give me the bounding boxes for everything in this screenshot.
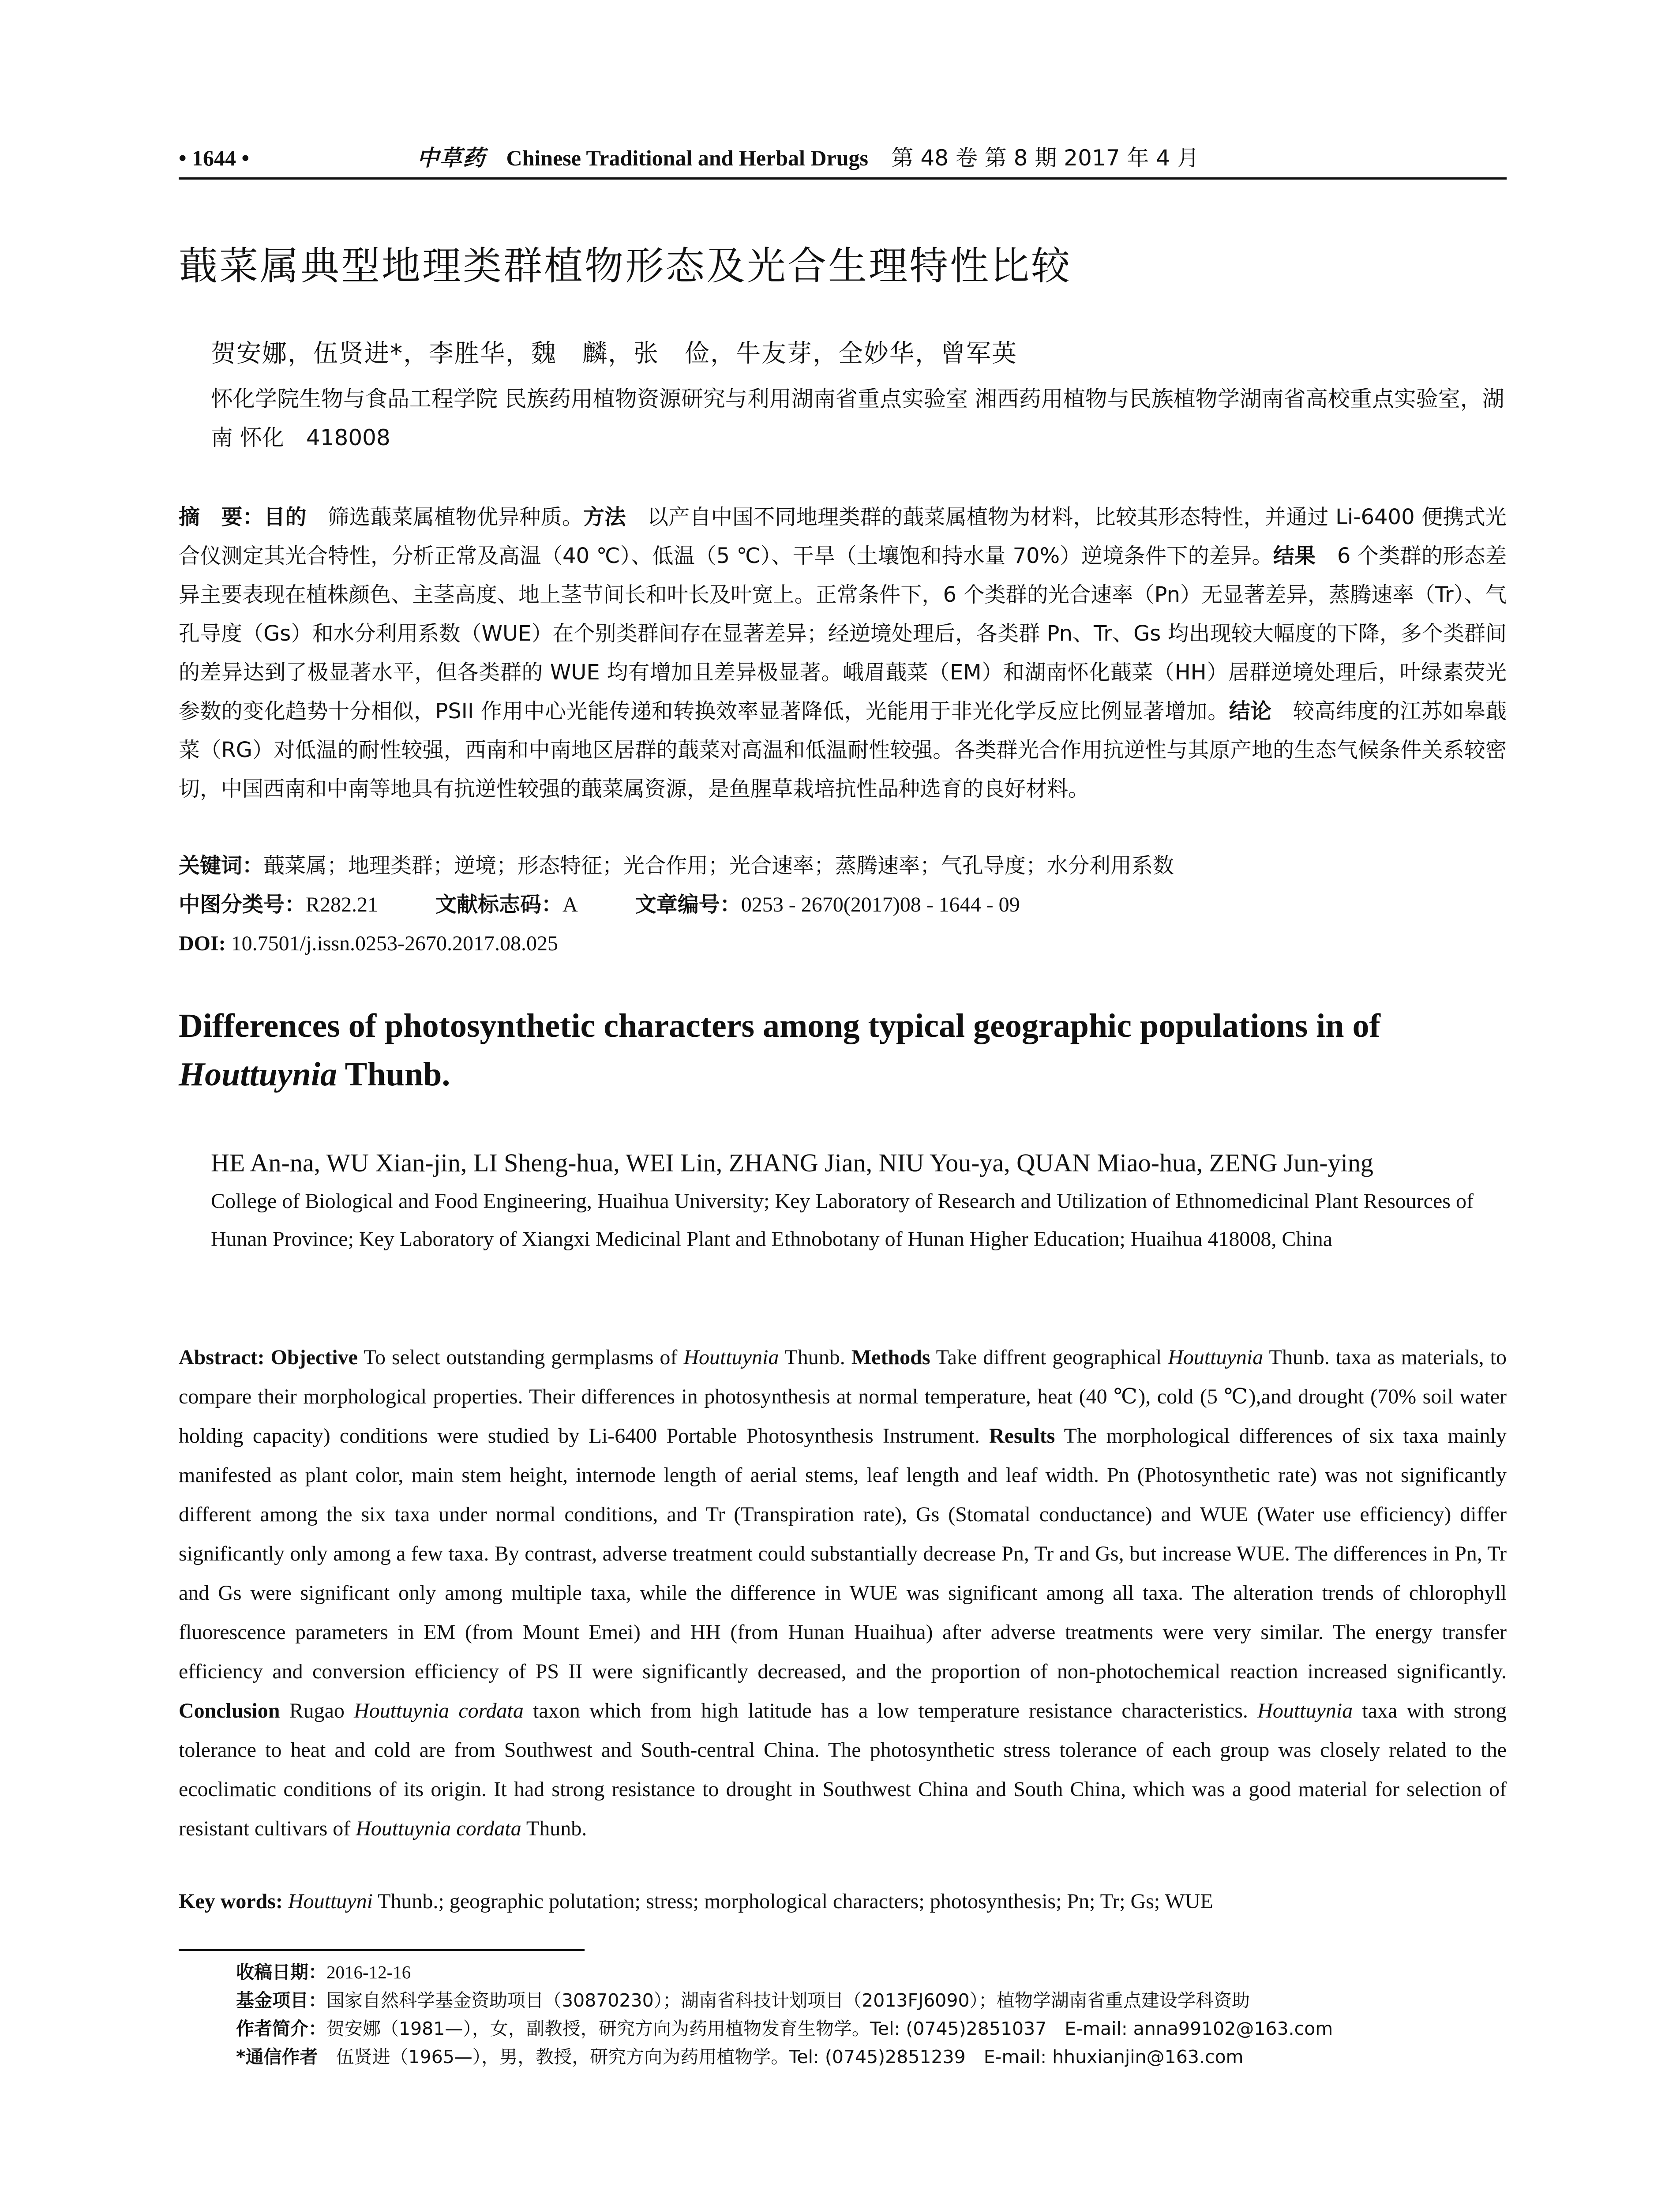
doc-code-value: A	[562, 893, 578, 916]
en-results-label: Results	[989, 1424, 1055, 1448]
en-keywords-label: Key words:	[179, 1890, 288, 1913]
en-conclusion-3: taxa with strong tolerance to heat and cold are from Southwest and South-central China. The photosynthetic stress tolerance of each group was closely related to the ecoclimatic conditions of its origin. It had strong resistance to drought in Southwest China and South China, which was a good material for selection of resistant cultivars of	[179, 1699, 1507, 1840]
footnote-author	[236, 2015, 1507, 2043]
footnote-corresponding	[236, 2043, 1507, 2071]
cn-abstract-text	[179, 498, 1507, 808]
cn-results-label: 结果	[1273, 544, 1316, 568]
fund-text: 国家自然科学基金资助项目（30870230）；湖南省科技计划项目（2013FJ6090）；植物学湖南省重点建设学科资助	[326, 1990, 1250, 2011]
footnote-rule	[179, 1949, 585, 1951]
en-methods-genus: Houttuynia	[1168, 1346, 1264, 1369]
en-conclusion-label: Conclusion	[179, 1699, 280, 1722]
footnote-fund	[236, 1986, 1507, 2015]
journal-logo: 中草药	[417, 145, 486, 171]
en-results: The morphological differences of six taxa mainly manifested as plant color, main stem height, internode length of aerial stems, leaf length and leaf width. Pn (Photosynthetic rate) was not significantly different among the six taxa under normal conditions, and Tr (Transpiration rate), Gs (Stomatal conductance) and WUE (Water use efficiency) differ significantly only among a few taxa. By contrast, adverse treatment could substantially decrease Pn, Tr and Gs, but increase WUE. The differences in Pn, Tr and Gs were significant only among multiple taxa, while the difference in WUE was significant among all taxa. The alteration trends of chlorophyll fluorescence parameters in EM (from Mount Emei) and HH (from Hunan Huaihua) after adverse treatments were very similar. The energy transfer efficiency and conversion efficiency of PS II were significantly decreased, and the proportion of non-photochemical reaction increased significantly.	[179, 1424, 1507, 1683]
doi-row	[179, 924, 1507, 963]
cn-keywords: 蕺菜属；地理类群；逆境；形态特征；光合作用；光合速率；蒸腾速率；气孔导度；水分利用系数	[263, 853, 1174, 878]
journal-info	[417, 140, 1199, 176]
en-conclusion-2: taxon which from high latitude has a low temperature resistance characteristics.	[523, 1699, 1258, 1722]
page-number: • 1644 •	[179, 146, 250, 170]
footnotes	[236, 1958, 1507, 2071]
en-objective-tail: Thunb.	[779, 1346, 851, 1369]
en-conclusion-genus: Houttuynia	[1257, 1699, 1353, 1722]
en-conclusion-species-1: Houttuynia cordata	[354, 1699, 524, 1722]
cn-objective-label: 目的	[264, 505, 307, 529]
received-date: 2016-12-16	[326, 1962, 411, 1982]
en-conclusion-species-2: Houttuynia cordata	[356, 1817, 521, 1840]
en-title-main: Differences of photosynthetic characters among typical geographic populations in of	[179, 1007, 1380, 1044]
en-abstract-label: Abstract: Objective	[179, 1346, 358, 1369]
cn-conclusion: 较高纬度的江苏如皋蕺菜（RG）对低温的耐性较强，西南和中南地区居群的蕺菜对高温和低温耐性较强。各类群光合作用抗逆性与其原产地的生态气候条件关系较密切，中国西南和中南等地具有抗逆性较强的蕺菜属资源，是鱼腥草栽培抗性品种选育的良好材料。	[179, 699, 1507, 801]
en-title-tail: Thunb.	[337, 1056, 450, 1093]
fund-label: 基金项目：	[236, 1990, 326, 2011]
cn-conclusion-label: 结论	[1229, 699, 1272, 724]
en-keywords-genus: Houttuyni	[288, 1890, 373, 1913]
en-objective: To select outstanding germplasms of	[357, 1346, 684, 1369]
cn-keywords-label: 关键词：	[179, 853, 264, 878]
cn-meta	[179, 846, 1507, 963]
en-authors: HE An-na, WU Xian-jin, LI Sheng-hua, WEI Lin, ZHANG Jian, NIU You-ya, QUAN Miao-hua, ZENG Jun-ying	[211, 1148, 1373, 1177]
article-no-value: 0253 - 2670(2017)08 - 1644 - 09	[741, 893, 1020, 916]
header-rule	[179, 177, 1507, 180]
en-keywords	[179, 1884, 1507, 1919]
en-affiliation: College of Biological and Food Engineering, Huaihua University; Key Laboratory of Research and Utilization of Ethnomedicinal Plant Resources of Hunan Province; Key Laboratory of Xiangxi Medicinal Plant and Ethnobotany of Hunan Higher Education; Huaihua 418008, China	[211, 1189, 1474, 1251]
en-title-genus: Houttuynia	[179, 1056, 337, 1093]
received-label: 收稿日期：	[236, 1962, 326, 1983]
clc-value: R282.21	[306, 893, 379, 916]
en-methods-tail: Thunb. taxa as materials, to compare their morphological properties. Their differences in photosynthesis at normal temperature, heat (40 ℃), cold (5 ℃),and drought (70% soil water holding capacity) conditions were studied by Li-6400 Portable Photosynthesis Instrument.	[179, 1346, 1507, 1448]
cn-title: 蕺菜属典型地理类群植物形态及光合生理特性比较	[179, 243, 1072, 289]
en-methods-label: Methods	[851, 1346, 930, 1369]
cn-methods: 以产自中国不同地理类群的蕺菜属植物为材料，比较其形态特性，并通过 Li-6400 便携式光合仪测定其光合特性，分析正常及高温（40 ℃）、低温（5 ℃）、干旱（土壤饱和持水量 70%）逆境条件下的差异。	[179, 505, 1507, 568]
cn-objective: 筛选蕺菜属植物优异种质。	[306, 505, 584, 529]
journal-name: Chinese Traditional and Herbal Drugs	[506, 146, 868, 170]
journal-issue: 第 48 卷 第 8 期 2017 年 4 月	[891, 145, 1200, 171]
cn-methods-label: 方法	[583, 505, 626, 529]
cn-abstract-label: 摘 要：	[179, 505, 264, 529]
en-keywords-list: Thunb.; geographic polutation; stress; morphological characters; photosynthesis; Pn; Tr; Gs; WUE	[372, 1890, 1213, 1913]
en-objective-genus: Houttuynia	[683, 1346, 779, 1369]
cn-abstract	[179, 498, 1507, 808]
cn-keywords-row	[179, 846, 1507, 885]
author-bio: 贺安娜（1981—），女，副教授，研究方向为药用植物发育生物学。Tel: (0745)2851037 E-mail: anna99102@163.com	[326, 2018, 1333, 2039]
article-no-label: 文章编号：	[635, 892, 741, 917]
en-title	[179, 1002, 1507, 1099]
cn-authors: 贺安娜，伍贤进*，李胜华，魏 麟，张 俭，牛友芽，全妙华，曾军英	[211, 339, 1017, 368]
clc-label: 中图分类号：	[179, 892, 306, 917]
footnote-received	[236, 1958, 1507, 1986]
en-abstract-text	[179, 1338, 1507, 1848]
cn-classification-row	[179, 885, 1507, 924]
author-bio-label: 作者简介：	[236, 2018, 326, 2039]
en-methods: Take diffrent geographical	[930, 1346, 1168, 1369]
doi-label: DOI:	[179, 932, 226, 955]
en-conclusion-4: Thunb.	[521, 1817, 587, 1840]
cn-affiliation: 怀化学院生物与食品工程学院 民族药用植物资源研究与利用湖南省重点实验室 湘西药用植物与民族植物学湖南省高校重点实验室，湖南 怀化 418008	[211, 386, 1504, 450]
doc-code-label: 文献标志码：	[435, 892, 563, 917]
en-abstract	[179, 1338, 1507, 1848]
running-header	[179, 140, 1489, 176]
doi-link[interactable]: 10.7501/j.issn.0253-2670.2017.08.025	[231, 932, 559, 955]
en-conclusion-1: Rugao	[280, 1699, 354, 1722]
corresponding-text: 伍贤进（1965—），男，教授，研究方向为药用植物学。Tel: (0745)2851239 E-mail: hhuxianjin@163.com	[318, 2046, 1244, 2067]
cn-results: 6 个类群的形态差异主要表现在植株颜色、主茎高度、地上茎节间长和叶长及叶宽上。正常条件下，6 个类群的光合速率（Pn）无显著差异，蒸腾速率（Tr）、气孔导度（Gs）和水分利用系数（WUE）在个别类群间存在显著差异；经逆境处理后，各类群 Pn、Tr、Gs 均出现较大幅度的下降，多个类群间的差异达到了极显著水平，但各类群的 WUE 均有增加且差异极显著。峨眉蕺菜（EM）和湖南怀化蕺菜（HH）居群逆境处理后，叶绿素荧光参数的变化趋势十分相似，PSII 作用中心光能传递和转换效率显著降低，光能用于非光化学反应比例显著增加。	[179, 544, 1507, 724]
corresponding-label: *通信作者	[236, 2046, 318, 2067]
